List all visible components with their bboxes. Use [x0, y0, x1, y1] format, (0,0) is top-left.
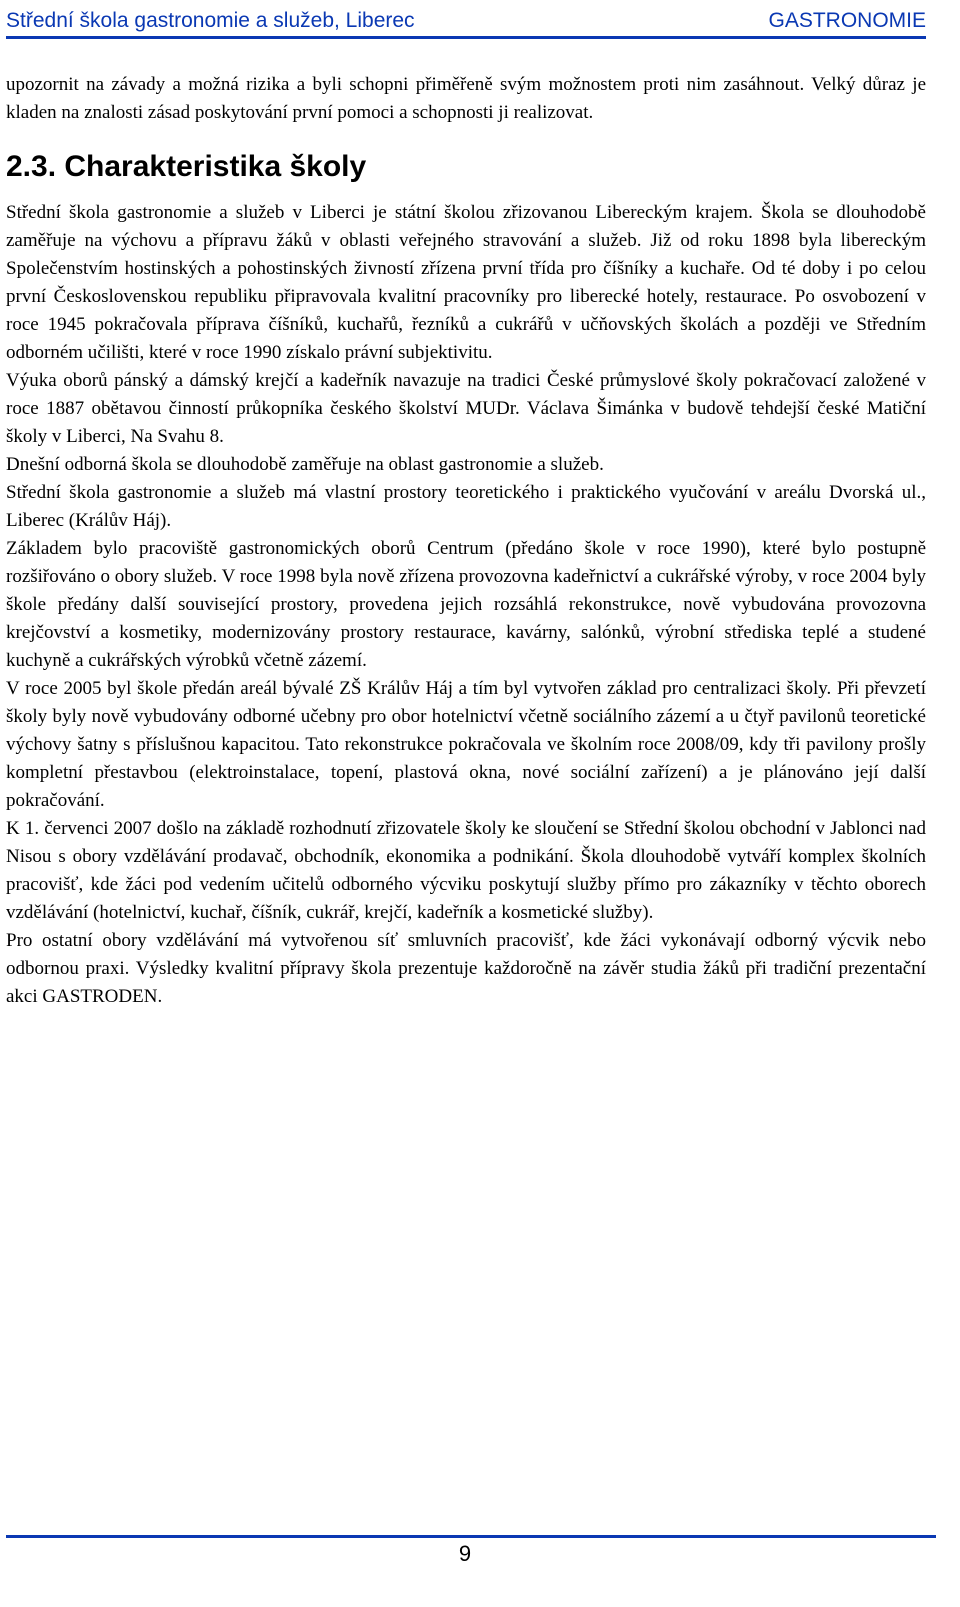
section-heading: 2.3. Charakteristika školy [6, 150, 367, 183]
body-paragraph: Základem bylo pracoviště gastronomických oborů Centrum (předáno škole v roce 1990), které bylo postupně rozšiřováno o obory služeb. V roce 1998 byla nově zřízena provozovna kadeřnictví a cukrářské výroby, v roce 2004 byly škole předány další související prostory, provedena jejich rozsáhlá rekonstrukce, nově vybudována provozovna krejčovství a kosmetiky, modernizovány prostory restaurace, kavárny, salónků, výrobní střediska teplé a studené kuchyně a cukrářských výrobků včetně zázemí. [6, 538, 926, 671]
body-paragraph: Výuka oborů pánský a dámský krejčí a kadeřník navazuje na tradici České průmyslové školy pokračovací založené v roce 1887 obětavou činností průkopníka českého školství MUDr. Václava Šimánka v budově tehdejší české Matiční školy v Liberci, Na Svahu 8. [6, 370, 926, 447]
body-paragraph: V roce 2005 byl škole předán areál bývalé ZŠ Králův Háj a tím byl vytvořen základ pro centralizaci školy. Při převzetí školy byly nově vybudovány odborné učebny pro obor hotelnictví včetně sociálního zázemí a u čtyř pavilonů teoretické výchovy šatny s příslušnou kapacitou. Tato rekonstrukce pokračovala ve školním roce 2008/09, kdy tři pavilony prošly kompletní přestavbou (elektroinstalace, topení, plastová okna, nové sociální zařízení) a je plánováno její další pokračování. [6, 678, 926, 811]
page-number: 9 [458, 1541, 472, 1566]
header-section-title: GASTRONOMIE [768, 9, 926, 32]
page-header [6, 6, 926, 39]
document-body [6, 71, 926, 1011]
intro-paragraph: upozornit na závady a možná rizika a byli schopni přiměřeně svým možnostem proti nim zasáhnout. Velký důraz je kladen na znalosti zásad poskytování první pomoci a schopnosti ji realizovat. [6, 74, 926, 123]
body-paragraph: Střední škola gastronomie a služeb v Liberci je státní školou zřizovanou Libereckým krajem. Škola se dlouhodobě zaměřuje na výchovu a přípravu žáků v oblasti veřejného stravování a služeb. Již od roku 1898 byla libereckým Společenstvím hostinských a pohostinských živností zřízena první třída pro číšníky a kuchaře. Od té doby i po celou první Československou republiku připravovala kvalitní pracovníky pro liberecké hotely, restaurace. Po osvobození v roce 1945 pokračovala příprava číšníků, kuchařů, řezníků a cukrářů v učňovských školách a později ve Středním odborném učilišti, které v roce 1990 získalo právní subjektivitu. [6, 202, 926, 363]
body-paragraph: Střední škola gastronomie a služeb má vlastní prostory teoretického i praktického vyučování v areálu Dvorská ul., Liberec (Králův Háj). [6, 482, 926, 531]
body-paragraph: Dnešní odborná škola se dlouhodobě zaměřuje na oblast gastronomie a služeb. [6, 454, 604, 475]
footer-rule [6, 1535, 936, 1538]
body-paragraph: Pro ostatní obory vzdělávání má vytvořenou síť smluvních pracovišť, kde žáci vykonávají odborný výcvik nebo odbornou praxi. Výsledky kvalitní přípravy škola prezentuje každoročně na závěr studia žáků při tradiční prezentační akci GASTRODEN. [6, 930, 926, 1007]
header-school-name: Střední škola gastronomie a služeb, Liberec [6, 9, 415, 32]
body-paragraph: K 1. červenci 2007 došlo na základě rozhodnutí zřizovatele školy ke sloučení se Střední školou obchodní v Jablonci nad Nisou s obory vzdělávání prodavač, obchodník, ekonomika a podnikání. Škola dlouhodobě vytváří komplex školních pracovišť, kde žáci pod vedením učitelů odborného výcviku poskytují služby přímo pro zákazníky v těchto oborech vzdělávání (hotelnictví, kuchař, číšník, cukrář, krejčí, kadeřník a kosmetické služby). [6, 818, 926, 923]
